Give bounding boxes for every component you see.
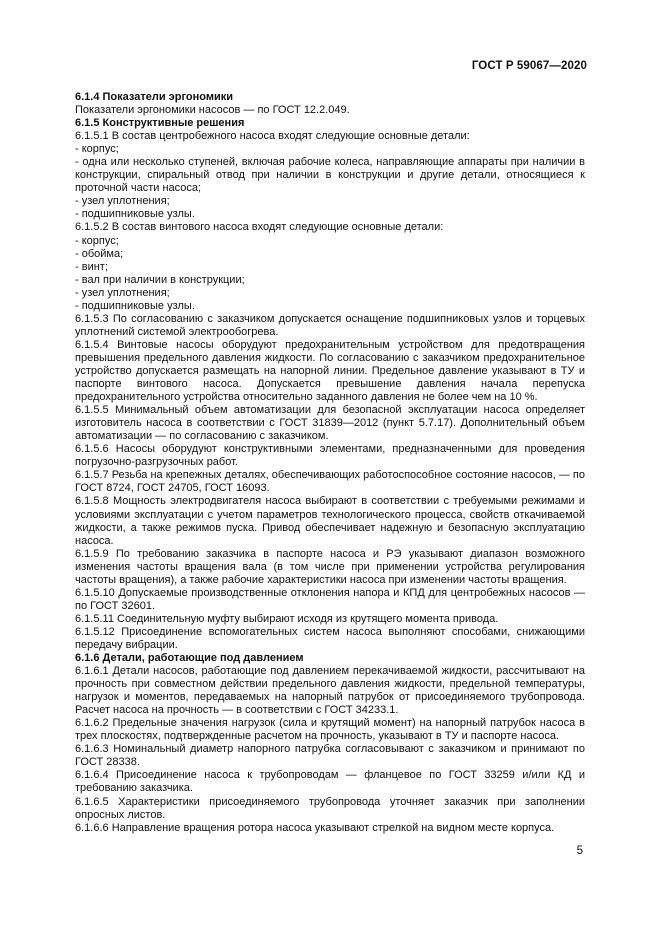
paragraph: 6.1.5.12 Присоединение вспомогательных систем насоса выполняют способами, снижающими передачу вибрации. <box>75 625 585 651</box>
list-item: - подшипниковые узлы. <box>75 299 195 312</box>
paragraph: 6.1.5.2 В состав винтового насоса входят следующие основные детали: <box>75 221 444 234</box>
paragraph: 6.1.5.5 Минимальный объем автоматизации для безопасной эксплуатации насоса определяет изготовитель насоса в соответствии с ГОСТ 31839—2012 (пункт 5.7.17). Дополнительный объем автоматизации — по согласованию с заказчиком. <box>75 404 585 443</box>
paragraph: 6.1.5.9 По требованию заказчика в паспорте насоса и РЭ указывают диапазон возможного изменения частоты вращения вала (в том числе при применении устройства регулирования частоты вращения), а также рабочие характеристики насоса при изменении частоты вращения. <box>75 547 585 586</box>
document-body <box>75 91 585 835</box>
paragraph: 6.1.5.1 В состав центробежного насоса входят следующие основные детали: <box>75 130 470 143</box>
paragraph: 6.1.5.4 Винтовые насосы оборудуют предохранительным устройством для предотвращения превышения предельного давления жидкости. По согласованию с заказчиком предохранительное устройство допускается размещать на напорной линии. Предельное давление указывают в ТУ и паспорте винтового насоса. Допускается превышение давления начала перепуска предохранительного устройства относительно заданного давления не более чем на 10 %. <box>75 338 585 404</box>
paragraph: 6.1.5.3 По согласованию с заказчиком допускается оснащение подшипниковых узлов и торцевых уплотнений системой электрообогрева. <box>75 312 585 338</box>
list-item: - вал при наличии в конструкции; <box>75 273 245 286</box>
standard-code-header: ГОСТ Р 59067—2020 <box>471 60 587 72</box>
paragraph: 6.1.5.10 Допускаемые производственные отклонения напора и КПД для центробежных насосов — по ГОСТ 32601. <box>75 586 585 612</box>
list-item: - обойма; <box>75 247 124 260</box>
paragraph: 6.1.6.1 Детали насосов, работающие под давлением перекачиваемой жидкости, рассчитывают на прочность при совместном действии предельного давления жидкости, предельной температуры, нагрузок и моментов, передаваемых на напорный патрубок от присоединяемого трубопровода. Расчет насоса на прочность — в соответствии с ГОСТ 34233.1. <box>75 665 585 717</box>
paragraph: 6.1.5.11 Соединительную муфту выбирают исходя из крутящего момента привода. <box>75 612 499 625</box>
list-item: - узел уплотнения; <box>75 195 170 208</box>
section-heading: 6.1.6 Детали, работающие под давлением <box>75 652 304 665</box>
paragraph: 6.1.6.4 Присоединение насоса к трубопроводам — фланцевое по ГОСТ 33259 и/или КД и требованию заказчика. <box>75 769 585 795</box>
list-item: - винт; <box>75 260 108 273</box>
list-item: - узел уплотнения; <box>75 286 170 299</box>
paragraph: 6.1.5.8 Мощность электродвигателя насоса выбирают в соответствии с требуемыми режимами и условиями эксплуатации с учетом параметров технологического процесса, свойств откачиваемой жидкости, а также режимов пуска. Привод обеспечивает надежную и безопасную эксплуатацию насоса. <box>75 495 585 547</box>
list-item: - корпус; <box>75 234 119 247</box>
paragraph: 6.1.5.6 Насосы оборудуют конструктивными элементами, предназначенными для проведения погрузочно-разгрузочных работ. <box>75 443 585 469</box>
section-heading: 6.1.4 Показатели эргономики <box>75 91 233 103</box>
page-number: 5 <box>576 845 583 857</box>
list-item: - одна или несколько ступеней, включая рабочие колеса, направляющие аппараты при наличии в конструкции, спиральный отвод при наличии в конструкции и другие детали, относящиеся к проточной части насоса; <box>75 156 585 195</box>
paragraph: Показатели эргономики насосов — по ГОСТ 12.2.049. <box>75 104 350 117</box>
paragraph: 6.1.6.3 Номинальный диаметр напорного патрубка согласовывают с заказчиком и принимают по ГОСТ 28338. <box>75 743 585 769</box>
paragraph: 6.1.5.7 Резьба на крепежных деталях, обеспечивающих работоспособное состояние насосов, — по ГОСТ 8724, ГОСТ 24705, ГОСТ 16093. <box>75 469 585 495</box>
list-item: - корпус; <box>75 143 119 156</box>
paragraph: 6.1.6.2 Предельные значения нагрузок (сила и крутящий момент) на напорный патрубок насоса в трех плоскостях, подтвержденные расчетом на прочность, указывают в ТУ и паспорте насоса. <box>75 717 585 743</box>
section-heading: 6.1.5 Конструктивные решения <box>75 117 245 130</box>
paragraph: 6.1.6.5 Характеристики присоединяемого трубопровода уточняет заказчик при заполнении опросных листов. <box>75 795 585 821</box>
list-item: - подшипниковые узлы. <box>75 208 195 221</box>
paragraph: 6.1.6.6 Направление вращения ротора насоса указывают стрелкой на видном месте корпуса. <box>75 821 555 834</box>
